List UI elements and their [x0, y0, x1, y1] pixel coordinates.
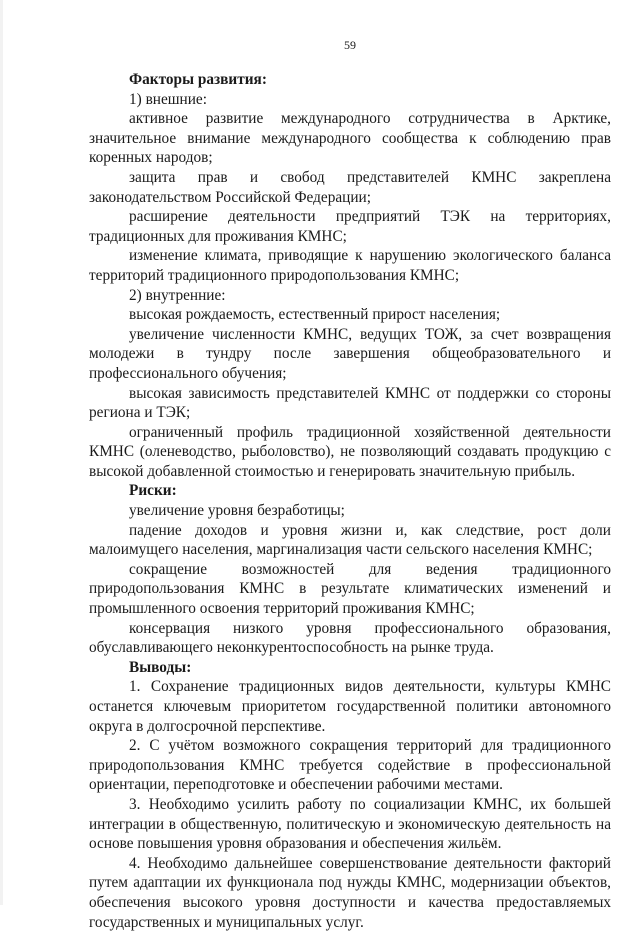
conclusion-item: 1. Сохранение традиционных видов деятельности, культуры КМНС останется ключевым приоритетом государственной политики автономного округа в долгосрочной перспективе. [89, 678, 611, 735]
risks-heading: Риски: [129, 482, 177, 500]
risk-item: увеличение уровня безработицы; [129, 502, 345, 520]
internal-item: увеличение численности КМНС, ведущих ТОЖ, за счет возвращения молодежи в тундру после завершения общеобразовательного и профессионального обучения; [89, 325, 611, 382]
conclusion-item: 2. С учётом возможного сокращения территорий для традиционного природопользования КМНС требуется содействие в профессиональной ориентации, переподготовке и обеспечении рабочими местами. [89, 737, 611, 794]
risk-item: падение доходов и уровня жизни и, как следствие, рост доли малоимущего населения, маргинализация части сельского населения КМНС; [89, 521, 611, 559]
page-number: 59 [344, 38, 356, 52]
conclusions-heading: Выводы: [129, 658, 192, 676]
external-item: защита прав и свобод представителей КМНС закреплена законодательством Российской Федерации; [89, 168, 611, 206]
risk-item: консервация низкого уровня профессионального образования, обуславливающего неконкурентоспособность на рынке труда. [89, 619, 611, 657]
conclusion-item: 3. Необходимо усилить работу по социализации КМНС, их большей интеграции в общественную, политическую и экономическую деятельность на основе повышения уровня образования и обеспечения жильём. [89, 795, 611, 853]
external-factors-label: 1) внешние: [129, 90, 207, 108]
internal-factors-label: 2) внутренние: [129, 286, 226, 304]
factors-heading: Факторы развития: [129, 71, 267, 88]
risk-item: сокращение возможностей для ведения традиционного природопользования КМНС в результате климатических изменений и промышленного освоения территорий проживания КМНС; [89, 560, 611, 618]
document-page [89, 38, 611, 932]
external-item: изменение климата, приводящие к нарушению экологического баланса территорий традиционного природопользования КМНС; [89, 247, 611, 284]
external-item: расширение деятельности предприятий ТЭК на территориях, традиционных для проживания КМНС; [89, 208, 611, 245]
external-item: активное развитие международного сотрудничества в Арктике, значительное внимание международного сообщества к соблюдению прав коренных народов; [89, 110, 611, 167]
scan-edge [0, 0, 3, 905]
internal-item: высокая рождаемость, естественный прирост населения; [129, 306, 501, 324]
internal-item: высокая зависимость представителей КМНС от поддержки со стороны региона и ТЭК; [89, 384, 611, 422]
internal-item: ограниченный профиль традиционной хозяйственной деятельности КМНС (оленеводство, рыболовство), не позволяющий создавать продукцию с высокой добавленной стоимостью и генерировать значительную прибыль. [89, 423, 611, 480]
conclusion-item: 4. Необходимо дальнейшее совершенствование деятельности факторий путем адаптации их функционала под нужды КМНС, модернизации объектов, обеспечения высокого уровня доступности и качества предоставляемых государственных и муниципальных услуг. [89, 854, 611, 931]
